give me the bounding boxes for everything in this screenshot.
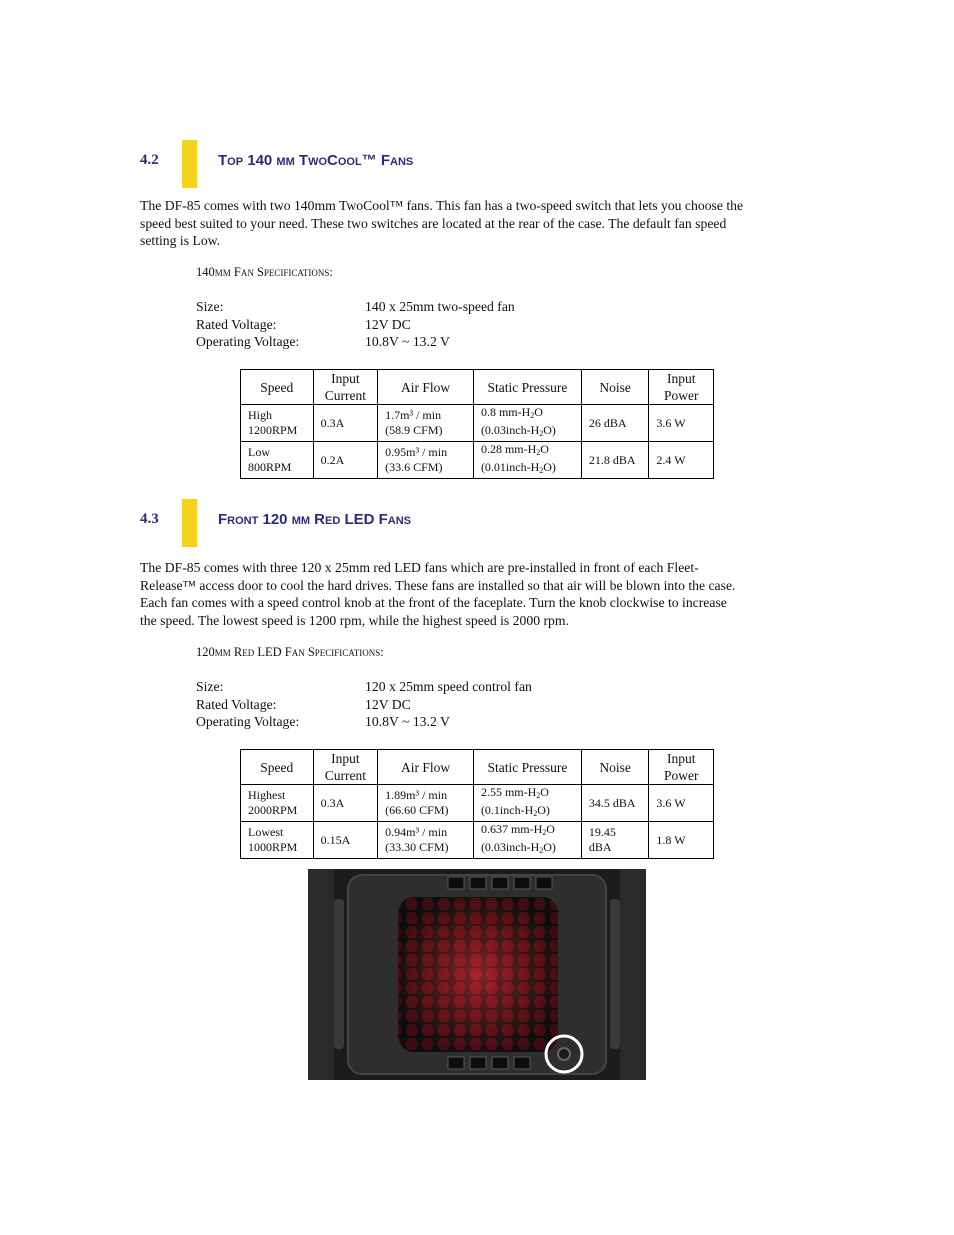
cell-noise: 26 dBA — [581, 405, 649, 442]
spec-caption-140mm: 140mm Fan Specifications: — [196, 265, 333, 279]
table-row — [241, 822, 714, 859]
header-input-current: Input Current — [313, 370, 378, 405]
accent-bar — [182, 140, 197, 188]
cell-current: 0.2A — [313, 442, 378, 479]
header-speed: Speed — [241, 750, 314, 785]
table-row — [241, 785, 714, 822]
cell-speed: Low 800RPM — [241, 442, 314, 479]
cell-current: 0.3A — [313, 785, 378, 822]
accent-bar — [182, 499, 197, 547]
cell-pressure: 0.8 $mm-H_2O$ $(0.03inch-H_2O)$ — [473, 405, 581, 442]
header-input-power: Input Power — [649, 370, 714, 405]
cell-power: 2.4 W — [649, 442, 714, 479]
cell-air-flow: 0.94m³ / min (33.30 CFM) — [378, 822, 474, 859]
table-header-row — [241, 750, 714, 785]
spec-caption-120mm: 120mm Red LED Fan Specifications: — [196, 645, 384, 659]
cell-power: 3.6 W — [649, 405, 714, 442]
header-input-current: Input Current — [313, 750, 378, 785]
header-speed: Speed — [241, 370, 314, 405]
cell-air-flow: 1.7m³ / min (58.9 CFM) — [378, 405, 474, 442]
cell-air-flow: 1.89m³ / min (66.60 CFM) — [378, 785, 474, 822]
section-title: Top 140 mm TwoCool™ Fans — [218, 152, 414, 169]
header-static-pressure: Static Pressure — [473, 750, 581, 785]
table-row — [241, 405, 714, 442]
cell-noise: 21.8 dBA — [581, 442, 649, 479]
fan-photo — [308, 869, 646, 1080]
cell-speed: Highest 2000RPM — [241, 785, 314, 822]
cell-noise: 19.45 dBA — [581, 822, 649, 859]
header-air-flow: Air Flow — [378, 750, 474, 785]
cell-pressure: 2.55 $mm-H_2O$ $(0.1inch-H_2O)$ — [473, 785, 581, 822]
cell-pressure: 0.637 $mm-H_2O$ $(0.03inch-H_2O)$ — [473, 822, 581, 859]
header-noise: Noise — [581, 370, 649, 405]
fan-spec-table-120mm — [240, 749, 714, 859]
section-title: Front 120 mm Red LED Fans — [218, 511, 412, 528]
section-4-3-paragraph: The DF-85 comes with three 120 x 25mm red LED fans which are pre-installed in front of each Fleet- Release™ access door to cool the hard drives. These fans are installed so that air will be blown into the case. Each fan comes with a speed control knob at the front of the faceplate. Turn the knob clockwise to increase the speed. The lowest speed is 1200 rpm, while the highest speed is 2000 rpm. — [140, 560, 736, 628]
cell-power: 1.8 W — [649, 822, 714, 859]
cell-air-flow: 0.95m³ / min (33.6 CFM) — [378, 442, 474, 479]
header-static-pressure: Static Pressure — [473, 370, 581, 405]
section-4-2-paragraph: The DF-85 comes with two 140mm TwoCool™ fans. This fan has a two-speed switch that lets you choose the speed best suited to your need. These two switches are located at the rear of the case. The default fan speed setting is Low. — [140, 198, 744, 248]
section-number: 4.3 — [140, 511, 159, 527]
section-number: 4.2 — [140, 152, 159, 168]
cell-noise: 34.5 dBA — [581, 785, 649, 822]
fan-spec-table-140mm — [240, 369, 714, 479]
cell-current: 0.3A — [313, 405, 378, 442]
cell-power: 3.6 W — [649, 785, 714, 822]
cell-speed: Lowest 1000RPM — [241, 822, 314, 859]
cell-pressure: 0.28 $mm-H_2O$ $(0.01inch-H_2O)$ — [473, 442, 581, 479]
header-noise: Noise — [581, 750, 649, 785]
table-row — [241, 442, 714, 479]
cell-speed: High 1200RPM — [241, 405, 314, 442]
header-input-power: Input Power — [649, 750, 714, 785]
cell-current: 0.15A — [313, 822, 378, 859]
speed-knob — [558, 1048, 570, 1060]
table-header-row — [241, 370, 714, 405]
header-air-flow: Air Flow — [378, 370, 474, 405]
